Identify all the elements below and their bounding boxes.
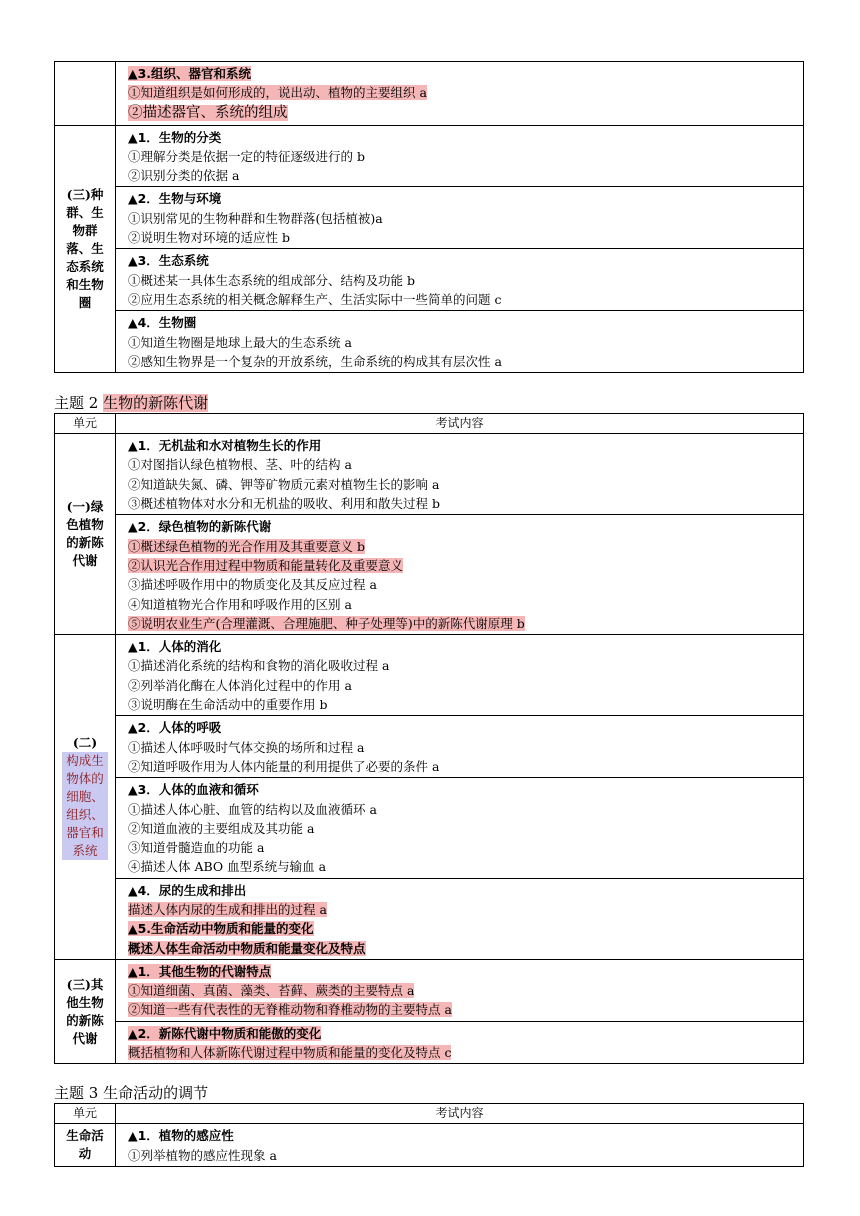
requirement-line: [128, 103, 797, 124]
line-text: ▲4．生物圈: [128, 315, 197, 331]
line-text: ▲4．尿的生成和排出: [128, 882, 247, 898]
theme3-table: [54, 1103, 804, 1167]
line-text: ②知道一些有代表性的无脊椎动物和脊椎动物的主要特点 a: [128, 1002, 452, 1018]
topic-heading: [128, 517, 797, 536]
line-text: ②识别分类的依据 a: [128, 168, 240, 184]
table-row: [55, 878, 804, 959]
topic-heading: [128, 64, 797, 83]
content-cell: [116, 959, 804, 1021]
topic-heading: [128, 637, 797, 656]
line-text: ①知道细菌、真菌、藻类、苔藓、蕨类的主要特点 a: [128, 983, 415, 999]
requirement-line: [128, 595, 797, 614]
content-cell: [116, 434, 804, 515]
line-text: ▲3.组织、器官和系统: [128, 66, 252, 81]
requirement-line: [128, 290, 797, 309]
line-text: ①对图指认绿色植物根、茎、叶的结构 a: [128, 457, 352, 473]
line-text: ②描述器官、系统的组成: [128, 104, 288, 121]
requirement-line: [128, 656, 797, 675]
requirement-line: [128, 738, 797, 757]
line-text: ▲3．人体的血液和循环: [128, 782, 259, 798]
content-cell: [116, 515, 804, 635]
line-text: ②认识光合作用过程中物质和能量转化及重要意义: [128, 557, 404, 573]
unit-cell: [55, 1124, 116, 1167]
line-text: ②知道血液的主要组成及其功能 a: [128, 820, 315, 836]
topic-heading: [128, 189, 797, 208]
requirement-line: [128, 455, 797, 474]
line-text: 概述人体生命活动中物质和能量变化及特点: [128, 940, 366, 956]
content-cell: [116, 778, 804, 878]
content-cell: [116, 635, 804, 716]
requirement-line: [128, 271, 797, 290]
unit-label-number: (二): [72, 735, 98, 750]
topic-heading: [128, 919, 797, 938]
requirement-line: [128, 537, 797, 556]
unit-cell: [55, 959, 116, 1063]
requirement-line: [128, 1000, 797, 1019]
line-text: ②说明生物对环境的适应性 b: [128, 230, 290, 246]
content-cell: [116, 311, 804, 373]
requirement-line: [128, 556, 797, 575]
requirement-line: [128, 575, 797, 594]
table-row: [55, 716, 804, 778]
line-text: ①概述绿色植物的光合作用及其重要意义 b: [128, 538, 365, 554]
topic-heading: [128, 939, 797, 958]
line-text: ②列举消化酶在人体消化过程中的作用 a: [128, 677, 352, 693]
line-text: ②感知生物界是一个复杂的开放系统，生命系统的构成其有层次性 a: [128, 353, 502, 369]
unit-label: 生命活动: [66, 1128, 104, 1162]
line-text: ①描述消化系统的结构和食物的消化吸收过程 a: [128, 658, 390, 674]
line-text: ▲1．其他生物的代谢特点: [128, 963, 272, 979]
line-text: ③说明酶在生命活动中的重要作用 b: [128, 697, 328, 713]
line-text: ①描述人体心脏、血管的结构以及血液循环 a: [128, 801, 377, 817]
line-text: ▲1．人体的消化: [128, 639, 222, 655]
line-text: ③知道骨髓造血的功能 a: [128, 840, 265, 856]
line-text: ②知道呼吸作用为人体内能量的利用提供了必要的条件 a: [128, 758, 440, 774]
line-text: ▲2．生物与环境: [128, 191, 222, 207]
line-text: ①知道生物圈是地球上最大的生态系统 a: [128, 334, 352, 350]
theme2-title-prefix: 主题 2: [54, 394, 104, 413]
requirement-line: [128, 838, 797, 857]
line-text: ▲1．生物的分类: [128, 129, 222, 145]
theme2-table: [54, 413, 804, 1064]
topic-heading: [128, 718, 797, 737]
unit-cell: [55, 635, 116, 960]
content-cell: [116, 1124, 804, 1167]
line-text: ①识别常见的生物种群和生物群落(包括植被)a: [128, 210, 383, 226]
line-text: ⑤说明农业生产(合理灌溉、合理施肥、种子处理等)中的新陈代谢原理 b: [128, 615, 525, 631]
requirement-line: [128, 676, 797, 695]
requirement-line: [128, 800, 797, 819]
page: [54, 61, 804, 1167]
requirement-line: [128, 900, 797, 919]
table-row: [55, 959, 804, 1021]
requirement-line: [128, 475, 797, 494]
requirement-line: [128, 333, 797, 352]
line-text: ①理解分类是依据一定的特征逐级进行的 b: [128, 148, 365, 164]
table-row: [55, 778, 804, 878]
line-text: ▲2．绿色植物的新陈代谢: [128, 519, 272, 535]
line-text: ②应用生态系统的相关概念解释生产、生活实际中一些简单的问题 c: [128, 291, 502, 307]
table-row: [55, 62, 804, 126]
requirement-line: [128, 147, 797, 166]
unit-cell: [55, 62, 116, 126]
topic-heading: [128, 251, 797, 270]
requirement-line: [128, 981, 797, 1000]
requirement-line: [128, 1146, 797, 1165]
unit-label: 构成生物体的细胞、组织、器官和系统: [62, 752, 108, 860]
requirement-line: [128, 819, 797, 838]
line-text: ④描述人体 ABO 血型系统与输血 a: [128, 859, 327, 875]
topic-heading: [128, 962, 797, 981]
line-text: ①描述人体呼吸时气体交换的场所和过程 a: [128, 739, 365, 755]
line-text: ▲1．无机盐和水对植物生长的作用: [128, 438, 322, 454]
requirement-line: [128, 695, 797, 714]
theme2-title-highlight: 生物的新陈代谢: [103, 394, 209, 413]
topic-heading: [128, 881, 797, 900]
line-text: 描述人体内尿的生成和排出的过程 a: [128, 901, 327, 917]
line-text: ▲2．新陈代谢中物质和能傲的变化: [128, 1025, 322, 1041]
topic-heading: [128, 780, 797, 799]
content-cell: [116, 62, 804, 126]
requirement-line: [128, 614, 797, 633]
requirement-line: [128, 857, 797, 876]
table-row: [55, 434, 804, 515]
line-text: ③概述植物体对水分和无机盐的吸收、利用和散失过程 b: [128, 496, 440, 512]
table-row: [55, 249, 804, 311]
unit-label: (一)绿色植物的新陈代谢: [66, 499, 104, 569]
theme2-title: [54, 393, 804, 413]
unit-cell: [55, 125, 116, 373]
line-text: ▲5.生命活动中物质和能量的变化: [128, 921, 314, 937]
header-unit: 单元: [55, 1104, 116, 1124]
line-text: ▲3．生态系统: [128, 253, 209, 269]
content-cell: [116, 878, 804, 959]
unit-label: (三)其他生物的新陈代谢: [66, 976, 104, 1046]
line-text: 概括植物和人体新陈代谢过程中物质和能量的变化及特点 c: [128, 1045, 452, 1061]
line-text: ①知道组织是如何形成的，说出动、植物的主要组织 a: [128, 85, 427, 101]
content-cell: [116, 125, 804, 187]
line-text: ③描述呼吸作用中的物质变化及其反应过程 a: [128, 577, 377, 593]
content-cell: [116, 187, 804, 249]
header-content: 考试内容: [116, 414, 804, 434]
line-text: ▲2．人体的呼吸: [128, 720, 222, 736]
content-cell: [116, 716, 804, 778]
requirement-line: [128, 83, 797, 102]
header-unit: 单元: [55, 414, 116, 434]
requirement-line: [128, 352, 797, 371]
topic-heading: [128, 436, 797, 455]
table-row: [55, 1021, 804, 1064]
line-text: ④知道植物光合作用和呼吸作用的区别 a: [128, 596, 352, 612]
line-text: ②知道缺失氮、磷、钾等矿物质元素对植物生长的影响 a: [128, 476, 440, 492]
table-row: [55, 1124, 804, 1167]
requirement-line: [128, 1043, 797, 1062]
unit-label: (三)种群、生物群落、生态系统和生物圈: [66, 186, 104, 310]
table-row: [55, 311, 804, 373]
requirement-line: [128, 209, 797, 228]
table-row: [55, 515, 804, 635]
line-text: ①概述某一具体生态系统的组成部分、结构及功能 b: [128, 272, 415, 288]
requirement-line: [128, 494, 797, 513]
theme1-table-continuation: [54, 61, 804, 373]
content-cell: [116, 1021, 804, 1064]
topic-heading: [128, 1126, 797, 1145]
unit-cell: [55, 434, 116, 635]
topic-heading: [128, 128, 797, 147]
topic-heading: [128, 1024, 797, 1043]
line-text: ▲1．植物的感应性: [128, 1128, 234, 1144]
table-row: [55, 125, 804, 187]
theme3-title: 主题 3 生命活动的调节: [54, 1084, 209, 1103]
requirement-line: [128, 166, 797, 185]
line-text: ①列举植物的感应性现象 a: [128, 1147, 277, 1163]
table-row: [55, 635, 804, 716]
topic-heading: [128, 313, 797, 332]
table-row: [55, 187, 804, 249]
requirement-line: [128, 228, 797, 247]
requirement-line: [128, 757, 797, 776]
header-content: 考试内容: [116, 1104, 804, 1124]
content-cell: [116, 249, 804, 311]
